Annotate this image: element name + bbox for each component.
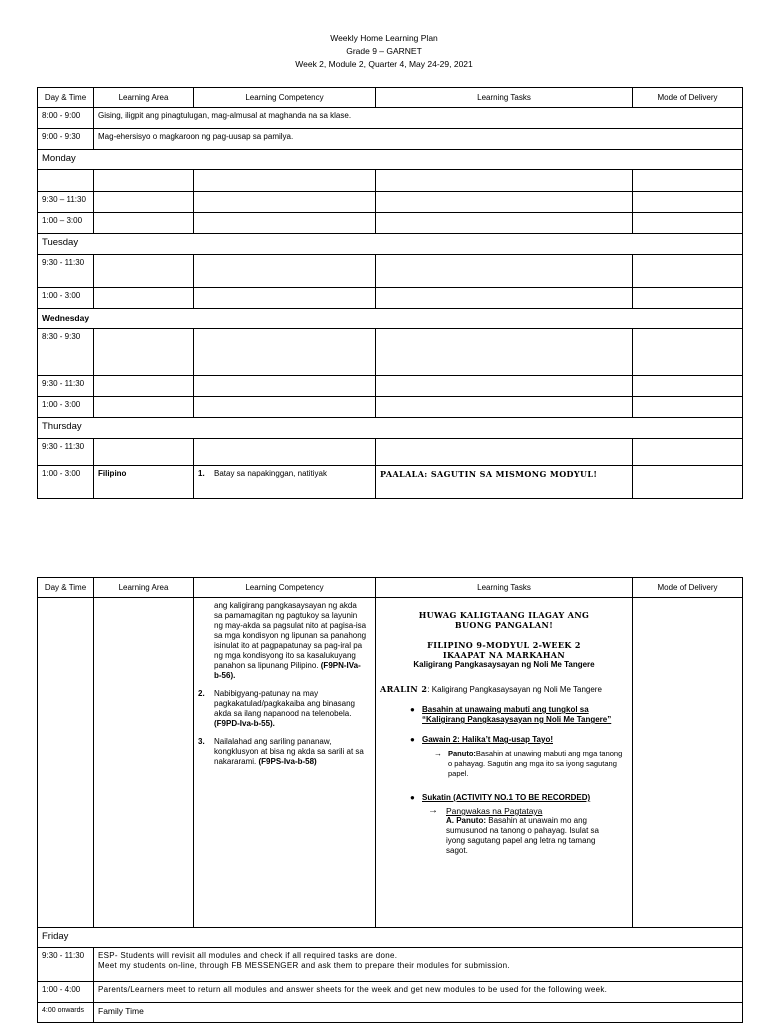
table-row — [38, 397, 743, 418]
time-cell: 1:00 - 3:00 — [38, 397, 94, 418]
header-row — [38, 88, 743, 108]
activity-cell: ESP- Students will revisit all modules and check if all required tasks are done. Meet my students on-line, through FB MESSENGER and ask them to prepare their modules for submission. — [94, 948, 743, 982]
time-cell: 9:30 - 11:30 — [38, 376, 94, 397]
list-number: 1. — [198, 469, 205, 478]
plan-table-2 — [37, 577, 743, 1023]
time-cell: 8:30 - 9:30 — [38, 329, 94, 376]
table-row — [38, 1003, 743, 1023]
time-cell: 9:30 - 11:30 — [38, 948, 94, 982]
day-label: Tuesday — [38, 234, 743, 255]
list-number: 2. — [198, 689, 205, 698]
competency-continued: ang kaligirang pangkasaysayan ng akda sa pamamagitan ng pagtukoy sa layunin ng may-akda sa pagsulat nito at pagisa-isa sa mga kondisyon ng lipunan sa panahong isinulat ito at pagpapatunay sa pag-iral pa ng mga kondisyong ito sa kasalukuyang panahon sa lipunang Pilipino. (F9PN-IVa-b-56). — [214, 601, 367, 680]
time-cell: 1:00 - 3:00 — [38, 466, 94, 499]
time-cell: 9:30 - 11:30 — [38, 439, 94, 466]
day-label: Friday — [38, 928, 743, 948]
day-row-monday — [38, 150, 743, 170]
time-cell: 9:00 - 9:30 — [38, 129, 94, 150]
col-learning-area: Learning Area — [94, 578, 194, 598]
arrow-icon: → — [434, 749, 442, 758]
module-title: FILIPINO 9-MODYUL 2-WEEK 2 — [427, 640, 581, 650]
instruction-item: → Panuto:Basahin at unawing mabuti ang mga tanong o pahayag. Sagutin ang mga ito sa iyong sagutang papel. — [434, 749, 623, 778]
day-row-friday — [38, 928, 743, 948]
activity-cell: Mag-ehersisyo o magkaroon ng pag-uusap sa pamilya. — [94, 129, 743, 150]
col-learning-competency: Learning Competency — [194, 88, 376, 108]
day-row-thursday — [38, 418, 743, 439]
activity-cell: Parents/Learners meet to return all modules and answer sheets for the week and get new modules to be used for the following week. — [94, 982, 743, 1003]
col-learning-tasks: Learning Tasks — [376, 88, 633, 108]
table-row — [38, 439, 743, 466]
col-learning-tasks: Learning Tasks — [376, 578, 633, 598]
bullet-icon: ● — [410, 793, 415, 802]
table-row — [38, 192, 743, 213]
table-row — [38, 108, 743, 129]
time-cell: 4:00 onwards — [38, 1003, 94, 1023]
header-row — [38, 578, 743, 598]
day-row-tuesday — [38, 234, 743, 255]
day-label: Thursday — [38, 418, 743, 439]
task-reminder: PAALALA: SAGUTIN SA MISMONG MODYUL! — [376, 466, 633, 499]
day-row-wednesday — [38, 309, 743, 329]
table-row — [38, 376, 743, 397]
list-number: 3. — [198, 737, 205, 746]
bullet-icon: ● — [410, 735, 415, 744]
table-row — [38, 170, 743, 192]
table-row — [38, 329, 743, 376]
competency-text: Nabibigyang-patunay na may pagkakatulad/pagkakaiba ang binasang akda sa ilang napanood na telenobela. (F9PD-Iva-b-55). — [214, 689, 356, 728]
table-row — [38, 982, 743, 1003]
competency-text: Nailalahad ang sariling pananaw, kongklusyon at bisa ng akda sa sarili at sa nakararami. (F9PS-Iva-b-58) — [214, 737, 364, 766]
learning-area-cell: Filipino — [94, 466, 194, 499]
arrow-icon: → — [428, 805, 438, 816]
table-row — [38, 129, 743, 150]
list-item: ● Sukatin (ACTIVITY NO.1 TO BE RECORDED) — [410, 793, 591, 802]
col-learning-area: Learning Area — [94, 88, 194, 108]
plan-table-1 — [37, 87, 743, 499]
time-cell: 1:00 - 4:00 — [38, 982, 94, 1003]
table-row — [38, 598, 743, 928]
time-cell: 1:00 – 3:00 — [38, 213, 94, 234]
competency-code: (F9PN-IVa-b-56). — [214, 661, 361, 680]
table-row — [38, 948, 743, 982]
col-mode-of-delivery: Mode of Delivery — [633, 88, 743, 108]
name-reminder: HUWAG KALIGTAANG ILAGAY ANG BUONG PANGALAN! — [418, 610, 590, 630]
lesson-title: Kaligirang Pangkasaysayan ng Noli Me Tangere — [413, 660, 595, 669]
competency-text: Batay sa napakinggan, natitiyak — [214, 469, 327, 478]
competency-cell — [194, 466, 376, 499]
time-cell: 9:30 – 11:30 — [38, 192, 94, 213]
col-day-time: Day & Time — [38, 578, 94, 598]
day-label: Monday — [38, 150, 743, 170]
table-row — [38, 466, 743, 499]
col-day-time: Day & Time — [38, 88, 94, 108]
panuto-a: A. Panuto: Basahin at unawain mo ang sumusunod na tanong o pahayag. Isulat sa iyong sagutang papel ang letra ng tamang sagot. — [446, 816, 599, 855]
activity-cell: Family Time — [94, 1003, 743, 1023]
aralin-line: ARALIN 2: Kaligirang Pangkasaysayan ng Noli Me Tangere — [380, 684, 602, 694]
bullet-icon: ● — [410, 705, 415, 714]
time-cell: 9:30 - 11:30 — [38, 255, 94, 288]
tasks-cell — [376, 598, 633, 928]
quarter-title: IKAAPAT NA MARKAHAN — [442, 650, 566, 660]
table-row — [38, 255, 743, 288]
list-item: ● Gawain 2: Halika’t Mag-usap Tayo! — [410, 735, 553, 744]
table-row — [38, 288, 743, 309]
col-learning-competency: Learning Competency — [194, 578, 376, 598]
grade-section: Grade 9 – GARNET — [346, 46, 422, 56]
week-info: Week 2, Module 2, Quarter 4, May 24-29, 2021 — [295, 59, 473, 69]
activity-cell: Gising, iligpit ang pinagtulugan, mag-almusal at maghanda na sa klase. — [94, 108, 743, 129]
table-row — [38, 213, 743, 234]
instruction-item: → Pangwakas na Pagtataya — [428, 805, 543, 816]
time-cell: 1:00 - 3:00 — [38, 288, 94, 309]
list-item: ● Basahin at unawaing mabuti ang tungkol sa “Kaligirang Pangkasaysayan ng Noli Me Tangere” — [410, 705, 612, 724]
col-mode-of-delivery: Mode of Delivery — [633, 578, 743, 598]
time-cell: 8:00 - 9:00 — [38, 108, 94, 129]
day-label: Wednesday — [38, 309, 743, 329]
plan-title: Weekly Home Learning Plan — [330, 33, 438, 43]
competency-cell — [194, 598, 376, 928]
